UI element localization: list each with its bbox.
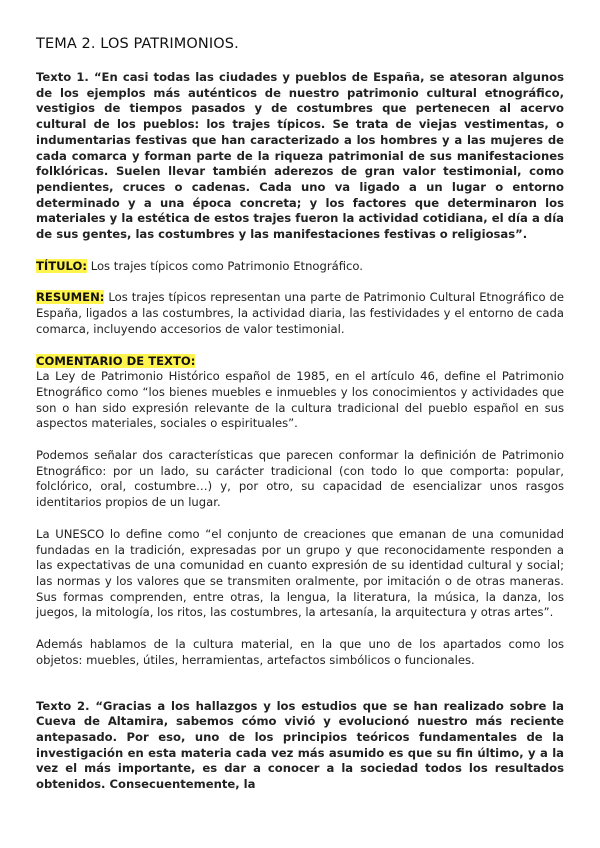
comentario-label: COMENTARIO DE TEXTO: xyxy=(36,353,196,368)
titulo-label: TÍTULO: xyxy=(36,258,88,273)
resumen-label: RESUMEN: xyxy=(36,290,105,305)
texto1-body: “En casi todas las ciudades y pueblos de España, se atesoran algunos de los ejemplos más auténticos de nuestro patrimonio cultural etnográfico, vestigios de tiempos pasados y de costumbres que pertenecen al acervo cultural de los pueblos: los trajes típicos. Se trata de viejas vestimentas, o indumentarias festivas que han caracterizado a los hombres y a las mujeres de cada comarca y forman parte de la riqueza patrimonial de sus manifestaciones folklóricas. Suelen llevar también aderezos de gran valor testimonial, como pendientes, cruces o cadenas. Cada uno va ligado a un lugar o entorno determinado y a una época concreta; y los factores que determinaron los materiales y la estética de estos trajes fueron la actividad cotidiana, el día a día de sus gentes, las costumbres y las manifestaciones festivas o religiosas”. xyxy=(36,70,564,242)
comentario-heading xyxy=(36,354,564,370)
texto2-label: Texto 2. xyxy=(36,698,90,713)
resumen-paragraph xyxy=(36,290,564,337)
resumen-text: Los trajes típicos representan una parte de Patrimonio Cultural Etnográfico de España, ligados a las costumbres, la actividad diaria, las festividades y el entorno de cada comarca, incluyendo accesorios de valor testimonial. xyxy=(36,290,564,336)
titulo-paragraph xyxy=(36,259,564,275)
texto1-label: Texto 1. xyxy=(36,70,89,84)
texto2-body: “Gracias a los hallazgos y los estudios que se han realizado sobre la Cueva de Altamira, sabemos cómo vivió y evolucionó nuestro más reciente antepasado. Por eso, uno de los principios teóricos fundamentales de la investigación en esta materia cada vez más asumido es que su fin último, y a la vez el más importante, es dar a conocer a la sociedad todos los resultados obtenidos. Consecuentemente, la xyxy=(36,698,564,792)
comentario-paragraph-3: La UNESCO lo define como “el conjunto de creaciones que emanan de una comunidad fundadas en la tradición, expresadas por un grupo y que reconocidamente responden a las expectativas de una comunidad en cuanto expresión de su identidad cultural y social; las normas y los valores que se transmiten oralmente, por imitación o de otras maneras. Sus formas comprenden, entre otras, la lengua, la literatura, la música, la danza, los juegos, la mitología, los ritos, las costumbres, la artesanía, la arquitectura y otras artes”. xyxy=(36,526,564,620)
comentario-paragraph-1: La Ley de Patrimonio Histórico español de 1985, en el artículo 46, define el Patrimonio Etnográfico como “los bienes muebles e inmuebles y los conocimientos y actividades que son o han sido expresión relevante de la cultura tradicional del pueblo español en sus aspectos materiales, sociales o espirituales”. xyxy=(36,369,564,431)
comentario-paragraph-2: Podemos señalar dos características que parecen conformar la definición de Patrimonio Etnográfico: por un lado, su carácter tradicional (con todo lo que comporta: popular, folclórico, oral, costumbre…) y, por otro, su capacidad de esencializar unos rasgos identitarios propios de un lugar. xyxy=(36,448,564,510)
texto1-paragraph xyxy=(36,70,564,243)
texto2-paragraph xyxy=(36,699,564,793)
titulo-text: Los trajes típicos como Patrimonio Etnográfico. xyxy=(87,258,363,273)
comentario-paragraph-4: Además hablamos de la cultura material, en la que uno de los apartados como los objetos: muebles, útiles, herramientas, artefactos simbólicos o funcionales. xyxy=(36,637,564,667)
page-title: TEMA 2. LOS PATRIMONIOS. xyxy=(36,36,239,52)
